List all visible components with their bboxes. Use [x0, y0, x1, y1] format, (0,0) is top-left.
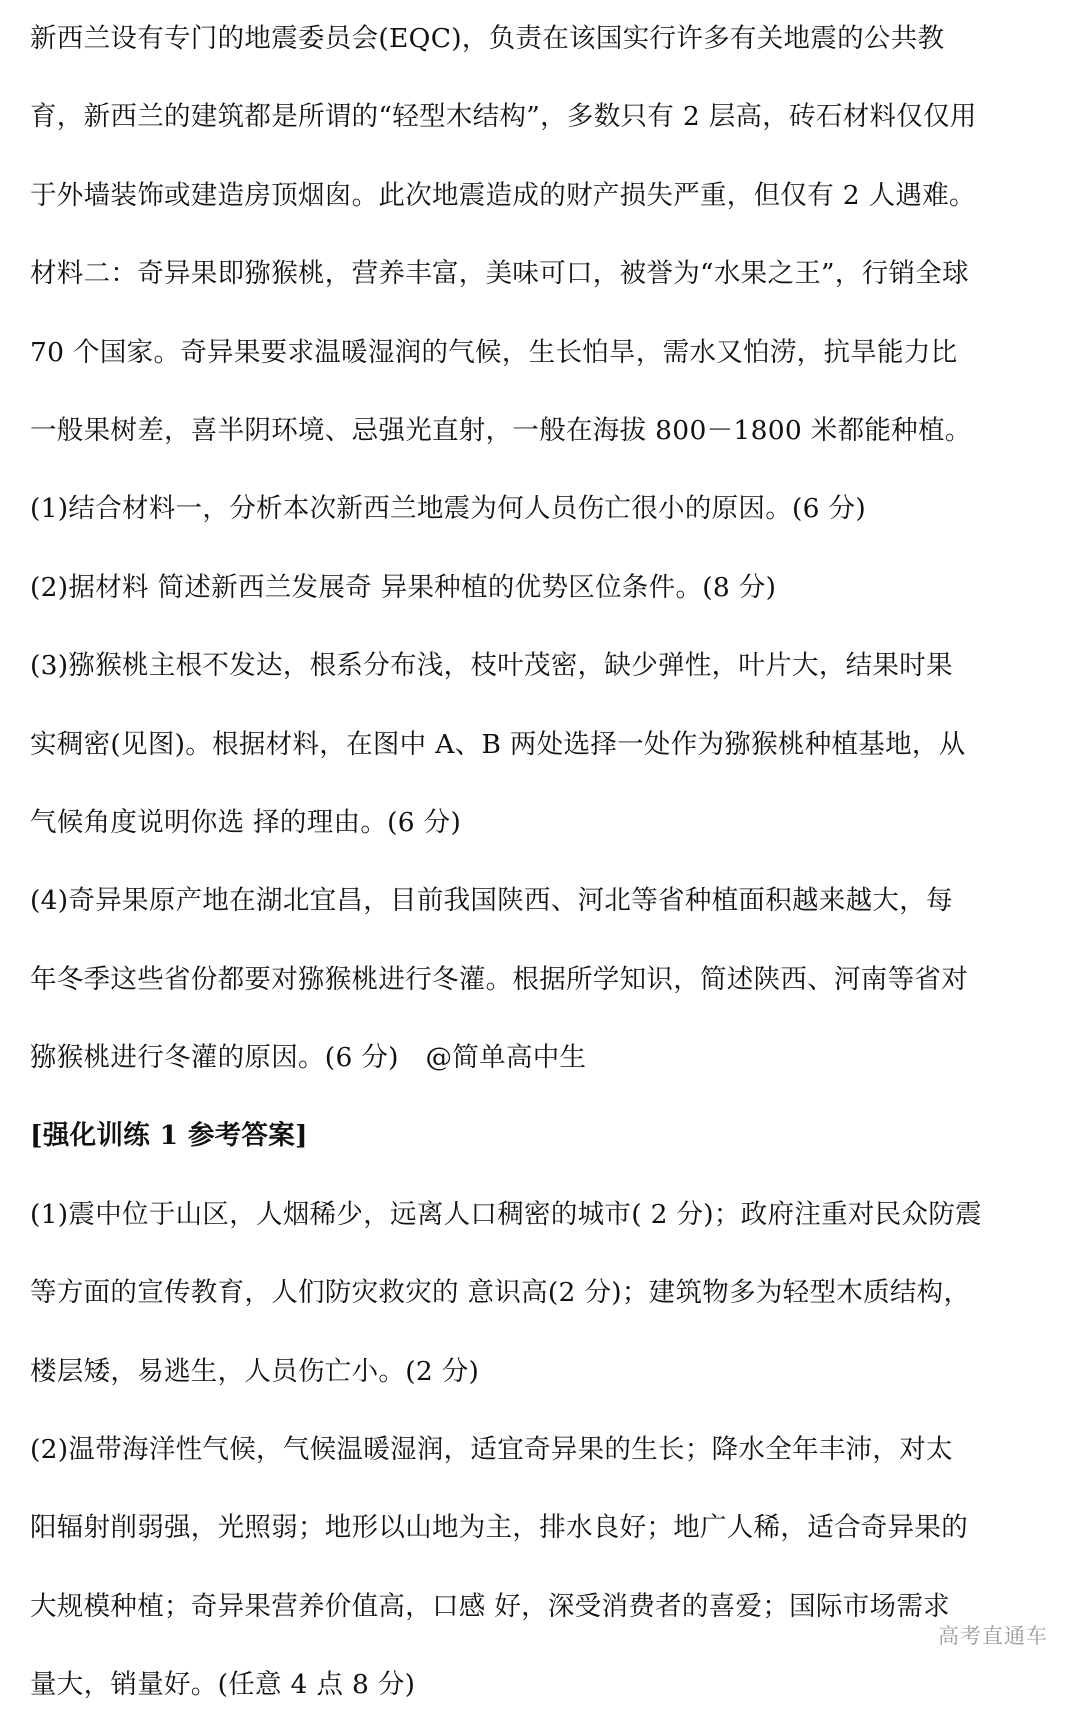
question-1: (1)结合材料一，分析本次新西兰地震为何人员伤亡很小的原因。(6 分) — [30, 493, 866, 525]
text-line: 年冬季这些省份都要对猕猴桃进行冬灌。根据所学知识，简述陕西、河南等省对 — [30, 963, 968, 995]
question-4: (4)奇异果原产地在湖北宜昌，目前我国陕西、河北等省种植面积越来越大，每 — [30, 885, 953, 917]
text-line: 实稠密(见图)。根据材料，在图中 A、B 两处选择一处作为猕猴桃种植基地，从 — [30, 728, 966, 760]
question-2: (2)据材料 简述新西兰发展奇 异果种植的优势区位条件。(8 分) — [30, 571, 777, 603]
text-line: 等方面的宣传教育，人们防灾救灾的 意识高(2 分)；建筑物多为轻型木质结构， — [30, 1277, 971, 1309]
material-two-line: 材料二：奇异果即猕猴桃，营养丰富，美味可口，被誉为“水果之王”，行销全球 — [30, 258, 969, 290]
text-line: 于外墙装饰或建造房顶烟囱。此次地震造成的财产损失严重，但仅有 2 人遇难。 — [30, 179, 976, 211]
text-line: 量大，销量好。(任意 4 点 8 分) — [30, 1669, 416, 1701]
text-line: 新西兰设有专门的地震委员会(EQC)，负责在该国实行许多有关地震的公共教 — [30, 23, 945, 54]
text-line: 育，新西兰的建筑都是所谓的“轻型木结构”，多数只有 2 层高，砖石材料仅仅用 — [30, 101, 977, 133]
text-line: 大规模种植；奇异果营养价值高，口感 好，深受消费者的喜爱；国际市场需求 — [30, 1590, 950, 1622]
text-line: 气候角度说明你选 择的理由。(6 分) — [30, 806, 462, 838]
watermark: 高考直通车 — [938, 1624, 1048, 1648]
answer-1: (1)震中位于山区，人烟稀少，远离人口稠密的城市( 2 分)；政府注重对民众防震 — [30, 1198, 982, 1230]
question-3: (3)猕猴桃主根不发达，根系分布浅，枝叶茂密，缺少弹性，叶片大，结果时果 — [30, 650, 953, 682]
answer-heading: [强化训练 1 参考答案] — [30, 1120, 308, 1152]
text-line: 70 个国家。奇异果要求温暖湿润的气候，生长怕旱，需水又怕涝，抗旱能力比 — [30, 336, 958, 368]
text-line: 阳辐射削弱强，光照弱；地形以山地为主，排水良好；地广人稀，适合奇异果的 — [30, 1512, 968, 1544]
text-line: 猕猴桃进行冬灌的原因。(6 分) @简单高中生 — [30, 1042, 587, 1074]
answer-2: (2)温带海洋性气候，气候温暖湿润，适宜奇异果的生长；降水全年丰沛，对太 — [30, 1434, 953, 1466]
text-line: 一般果树差，喜半阴环境、忌强光直射，一般在海拔 800－1800 米都能种植。 — [30, 414, 972, 446]
text-line: 楼层矮，易逃生，人员伤亡小。(2 分) — [30, 1355, 480, 1387]
